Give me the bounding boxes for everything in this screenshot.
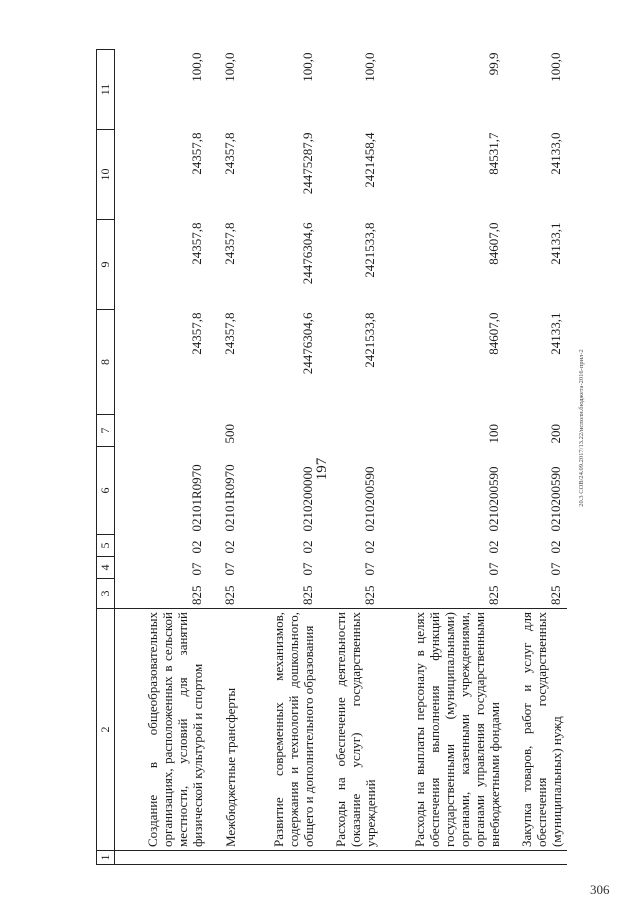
row-index-cell [381,851,505,865]
plan-value: 2421533,8 [361,312,377,368]
vedom-code: 825 [485,585,501,605]
page-number: 197 [314,457,330,481]
header-cell: 7 [97,415,115,447]
csr-code: 0210200590 [485,466,501,532]
header-cell: 9 [97,220,115,310]
approved-value: 24476304,6 [299,222,315,285]
csr-code: 0210200590 [547,466,563,532]
razdel-code: 07 [361,562,377,576]
csr-code: 0210200000 [299,466,315,532]
plan-value: 24476304,6 [299,312,315,375]
podrazdel-code: 02 [221,540,237,554]
table-row [208,50,241,865]
percent-value: 100,0 [221,52,237,82]
percent-value: 100,0 [361,52,377,82]
row-index-cell [241,851,319,865]
plan-value: 84607,0 [485,312,501,355]
percent-value: 99,9 [485,52,501,76]
vedom-code: 825 [361,585,377,605]
podrazdel-code: 02 [547,540,563,554]
header-row [97,50,115,865]
header-cell: 6 [97,447,115,535]
header-cell: 2 [97,609,115,851]
vedom-code: 825 [299,585,315,605]
approved-value: 24133,1 [547,222,563,265]
approved-value: 24357,8 [221,222,237,265]
header-cell: 10 [97,130,115,220]
csr-code: 0210200590 [361,466,377,532]
plan-value: 24357,8 [188,312,204,355]
row-index-cell [319,851,381,865]
header-cell: 3 [97,579,115,609]
table-row [381,50,505,865]
plan-value: 24133,1 [547,312,563,355]
razdel-code: 07 [547,562,563,576]
table-row [241,50,319,865]
row-index-cell [208,851,241,865]
footer-note: 20.3 СОВ/24.09.2017/13.22/исполн.бюджета-2016-прил-2 [578,349,585,507]
table-row [115,50,208,865]
header-cell: 1 [97,851,115,865]
vr-code: 100 [485,424,501,444]
plan-value: 24357,8 [221,312,237,355]
header-cell: 5 [97,535,115,557]
row-name: Закупка товаров, работ и услуг для обеспечения государственных (муниципальных) нужд [505,609,567,851]
rotated-table-container [96,50,591,865]
vr-code [115,415,208,447]
podrazdel-code: 02 [188,540,204,554]
vedom-code: 825 [221,585,237,605]
razdel-code: 07 [221,562,237,576]
row-name: Создание в общеобразовательных организациях, расположенных в сельской местности, условий для занятий физической культурой и спортом [115,609,208,851]
podrazdel-code: 02 [361,540,377,554]
vr-code [319,415,381,447]
vedom-code: 825 [188,585,204,605]
podrazdel-code: 02 [485,540,501,554]
approved-value: 2421533,8 [361,222,377,278]
csr-code: 02101R0970 [188,464,204,532]
approved-value: 24357,8 [188,222,204,265]
percent-value: 100,0 [547,52,563,82]
razdel-code: 07 [188,562,204,576]
razdel-code: 07 [485,562,501,576]
approved-value: 84607,0 [485,222,501,265]
executed-value: 24475287,9 [299,132,315,195]
row-name: Расходы на обеспечение деятельности (оказание услуг) государственных учреждений [319,609,381,851]
csr-code: 02101R0970 [221,464,237,532]
percent-value: 100,0 [188,52,204,82]
executed-value: 24357,8 [188,132,204,175]
razdel-code: 07 [299,562,315,576]
header-cell: 4 [97,557,115,579]
row-name: Расходы на выплаты персоналу в целях обеспечения выполнения функций государственными (муниципальными) органами, казенными учреждениями, органами управления государственными внебюджетными фондами [381,609,505,851]
table-row [505,50,567,865]
executed-value: 24357,8 [221,132,237,175]
executed-value: 24133,0 [547,132,563,175]
percent-value: 100,0 [299,52,315,82]
vr-code: 200 [547,424,563,444]
podrazdel-code: 02 [299,540,315,554]
table-row [319,50,381,865]
vr-code [241,415,319,447]
vedom-code: 825 [547,585,563,605]
row-index-cell [115,851,208,865]
row-name: Межбюджетные трансферты [208,609,241,851]
budget-table [96,49,567,865]
row-name: Развитие современных механизмов, содержания и технологий дошкольного, общего и дополнительного образования [241,609,319,851]
row-index-cell [505,851,567,865]
header-cell: 8 [97,310,115,415]
sheet-number: 306 [590,882,610,897]
executed-value: 2421458,4 [361,132,377,188]
executed-value: 84531,7 [485,132,501,175]
vr-code: 500 [221,424,237,444]
header-cell: 11 [97,50,115,130]
